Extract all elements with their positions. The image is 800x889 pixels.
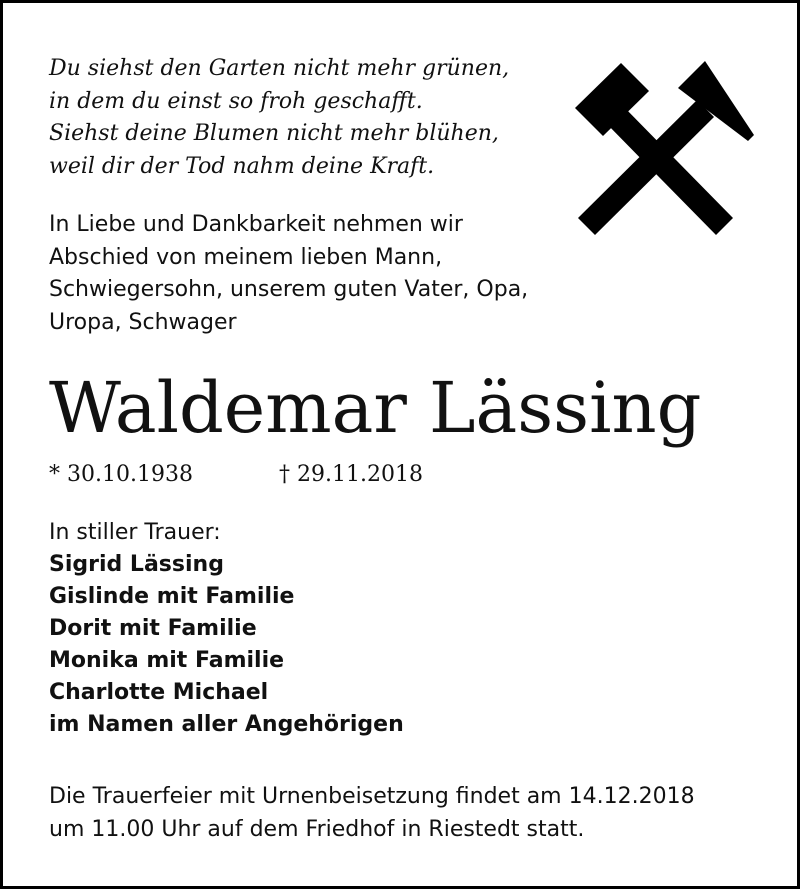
intro-line: In Liebe und Dankbarkeit nehmen wir	[49, 212, 463, 237]
service-line: Die Trauerfeier mit Urnenbeisetzung findet am 14.12.2018	[49, 784, 695, 809]
mourner-name: Gislinde mit Familie	[49, 584, 295, 609]
death-date: † 29.11.2018	[279, 462, 423, 487]
mourner-name: im Namen aller Angehörigen	[49, 712, 404, 737]
mourner-name: Sigrid Lässing	[49, 552, 224, 577]
intro-line: Abschied von meinem lieben Mann,	[49, 244, 443, 270]
service-line: um 11.00 Uhr auf dem Friedhof in Riestedt statt.	[49, 816, 585, 842]
poem-line: Du siehst den Garten nicht mehr grünen,	[49, 56, 510, 81]
intro-line: Schwiegersohn, unserem guten Vater, Opa,	[49, 277, 529, 302]
intro-line: Uropa, Schwager	[49, 309, 237, 335]
poem-line: in dem du einst so froh geschafft.	[49, 88, 423, 114]
poem	[49, 53, 579, 183]
mourner-name: Dorit mit Familie	[49, 616, 257, 641]
intro-text	[49, 209, 609, 339]
poem-line: weil dir der Tod nahm deine Kraft.	[49, 153, 435, 179]
deceased-name: Waldemar Lässing	[49, 367, 702, 449]
birth-date: * 30.10.1938	[49, 462, 193, 487]
service-info	[49, 781, 769, 846]
mourner-name: Monika mit Familie	[49, 648, 285, 673]
mourners-list	[49, 517, 649, 741]
mourner-name: Charlotte Michael	[49, 680, 269, 705]
life-dates	[49, 459, 749, 491]
poem-line: Siehst deine Blumen nicht mehr blühen,	[49, 121, 499, 146]
mourning-label: In stiller Trauer:	[49, 520, 221, 545]
